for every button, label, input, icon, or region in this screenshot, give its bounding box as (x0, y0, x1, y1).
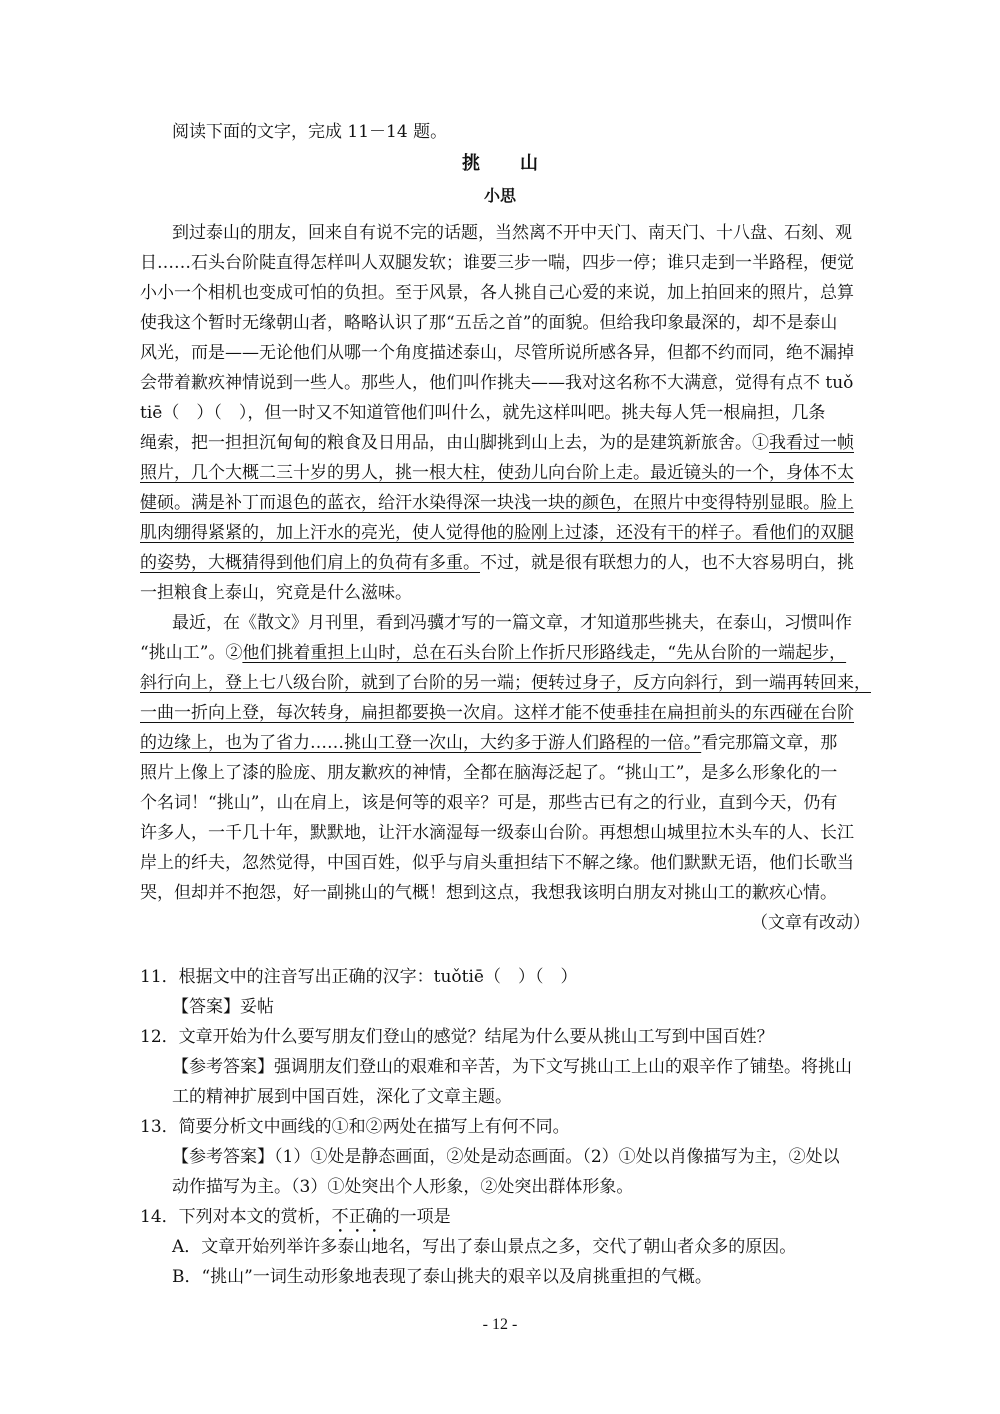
article-title: 挑山 (462, 153, 578, 174)
page-number: - 12 - (482, 1316, 518, 1333)
answer-13-line-1: 【参考答案】（1）①处是静态画面，②处是动态画面。（2）①处以肖像描写为主，②处以 (172, 1147, 840, 1167)
passage-text: 看完那篇文章，那 (701, 733, 838, 753)
passage-text: 绳索，把一担担沉甸甸的粮食及日用品，由山脚挑到山上去，为的是建筑新旅舍。① (140, 433, 769, 453)
underlined-passage-text: 斜行向上，登上七八级台阶，就到了台阶的另一端；便转过身子，反方向斜行，到一端再转回来， (140, 673, 871, 693)
passage-line: 会带着歉疚神情说到一些人。那些人，他们叫作挑夫——我对这名称不大满意，觉得有点不 tuǒ (140, 373, 854, 393)
passage-line: 一担粮食上泰山，究竟是什么滋味。 (140, 583, 412, 603)
passage-line: 日……石头台阶陡直得怎样叫人双腿发软；谁要三步一喘，四步一停；谁只走到一半路程，便觉 (140, 253, 854, 273)
question-12: 12．文章开始为什么要写朋友们登山的感觉？结尾为什么要从挑山工写到中国百姓？ (140, 1027, 774, 1047)
passage-line: 到过泰山的朋友，回来自有说不完的话题，当然离不开中天门、南天门、十八盘、石刻、观 (172, 223, 852, 243)
answer-12-line-2: 工的精神扩展到中国百姓，深化了文章主题。 (172, 1087, 512, 1107)
underlined-passage-text: 照片，几个大概二三十岁的男人，挑一根大柱，使劲儿向台阶上走。最近镜头的一个，身体不太 (140, 463, 854, 483)
question-14 (140, 1202, 900, 1232)
question-11: 11．根据文中的注音写出正确的汉字：tuǒtiē（ ）（ ） (140, 967, 578, 987)
passage-line: 照片上像上了漆的脸庞、朋友歉疚的神情，全都在脑海泛起了。“挑山工”，是多么形象化的一 (140, 763, 838, 783)
underlined-passage-text: 我看过一帧 (769, 433, 854, 453)
passage-line: 小小一个相机也变成可怕的负担。至于风景，各人挑自己心爱的来说，加上拍回来的照片，总算 (140, 283, 854, 303)
passage-line: 个名词！“挑山”，山在肩上，该是何等的艰辛？可是，那些古已有之的行业，直到今天，仍有 (140, 793, 838, 813)
answer-13-line-2: 动作描写为主。（3）①处突出个人形象，②处突出群体形象。 (172, 1177, 634, 1197)
passage-line (140, 518, 880, 548)
underlined-passage-text: 一曲一折向上登，每次转身，扁担都要换一次肩。这样才能不使垂挂在扁担前头的东西碰在台阶 (140, 703, 854, 723)
passage-line (140, 728, 880, 758)
passage-line: 岸上的纤夫，忽然觉得，中国百姓，似乎与肩头重担结下不解之缘。他们默默无语，他们长歌当 (140, 853, 854, 873)
article-passage (140, 218, 880, 938)
question-14-emphasis: 不正确 (331, 1207, 383, 1227)
underlined-passage-text: 的边缘上，也为了省力……挑山工登一次山，大约多于游人们路程的一倍。” (140, 733, 702, 753)
passage-line: 最近，在《散文》月刊里，看到冯骥才写的一篇文章，才知道那些挑夫，在泰山，习惯叫作 (172, 613, 852, 633)
passage-line: 哭，但却并不抱怨，好一副挑山的气概！想到这点，我想我该明白朋友对挑山工的歉疚心情。 (140, 883, 837, 903)
question-14-prefix: 14．下列对本文的赏析， (140, 1207, 332, 1227)
question-13: 13．简要分析文中画线的①和②两处在描写上有何不同。 (140, 1117, 570, 1137)
passage-text: “挑山工”。② (140, 643, 243, 663)
passage-line: 风光，而是——无论他们从哪一个角度描述泰山，尽管所说所感各异，但都不约而同，绝不漏掉 (140, 343, 854, 363)
reading-instruction: 阅读下面的文字，完成 11－14 题。 (172, 122, 448, 142)
passage-line (140, 548, 880, 578)
option-b: B．“挑山”一词生动形象地表现了泰山挑夫的艰辛以及肩挑重担的气概。 (172, 1267, 712, 1287)
article-author: 小思 (483, 186, 516, 205)
answer-12-line-1: 【参考答案】强调朋友们登山的艰难和辛苦，为下文写挑山工上山的艰辛作了铺垫。将挑山 (172, 1057, 852, 1077)
underlined-passage-text: 他们挑着重担上山时，总在石头台阶上作折尺形路线走，“先从台阶的一端起步， (242, 643, 847, 663)
passage-line: 许多人，一千几十年，默默地，让汗水滴湿每一级泰山台阶。再想想山城里拉木头车的人、长江 (140, 823, 854, 843)
passage-line: 使我这个暂时无缘朝山者，略略认识了那“五岳之首”的面貌。但给我印象最深的，却不是泰山 (140, 313, 838, 333)
passage-text: 不过，就是很有联想力的人，也不大容易明白，挑 (480, 553, 854, 573)
answer-11: 【答案】妥帖 (172, 997, 274, 1017)
passage-line (140, 458, 880, 488)
underlined-passage-text: 健硕。满是补丁而退色的蓝衣，给汗水染得深一块浅一块的颜色，在照片中变得特别显眼。脸上 (140, 493, 854, 513)
passage-line: tiē（ ）（ ），但一时又不知道管他们叫什么，就先这样叫吧。挑夫每人凭一根扁担，几条 (140, 403, 826, 423)
question-14-suffix: 的一项是 (382, 1207, 451, 1227)
questions-section (140, 962, 900, 1292)
passage-line (140, 668, 880, 698)
passage-line (140, 698, 880, 728)
underlined-passage-text: 肌肉绷得紧紧的，加上汗水的亮光，使人觉得他的脸刚上过漆，还没有干的样子。看他们的双腿 (140, 523, 854, 543)
passage-line (140, 488, 880, 518)
option-a: A．文章开始列举许多泰山地名，写出了泰山景点之多，交代了朝山者众多的原因。 (172, 1237, 797, 1257)
source-note: （文章有改动） (751, 913, 870, 933)
passage-line (140, 638, 880, 668)
passage-line (140, 428, 880, 458)
underlined-passage-text: 的姿势，大概猜得到他们肩上的负荷有多重。 (140, 553, 480, 573)
